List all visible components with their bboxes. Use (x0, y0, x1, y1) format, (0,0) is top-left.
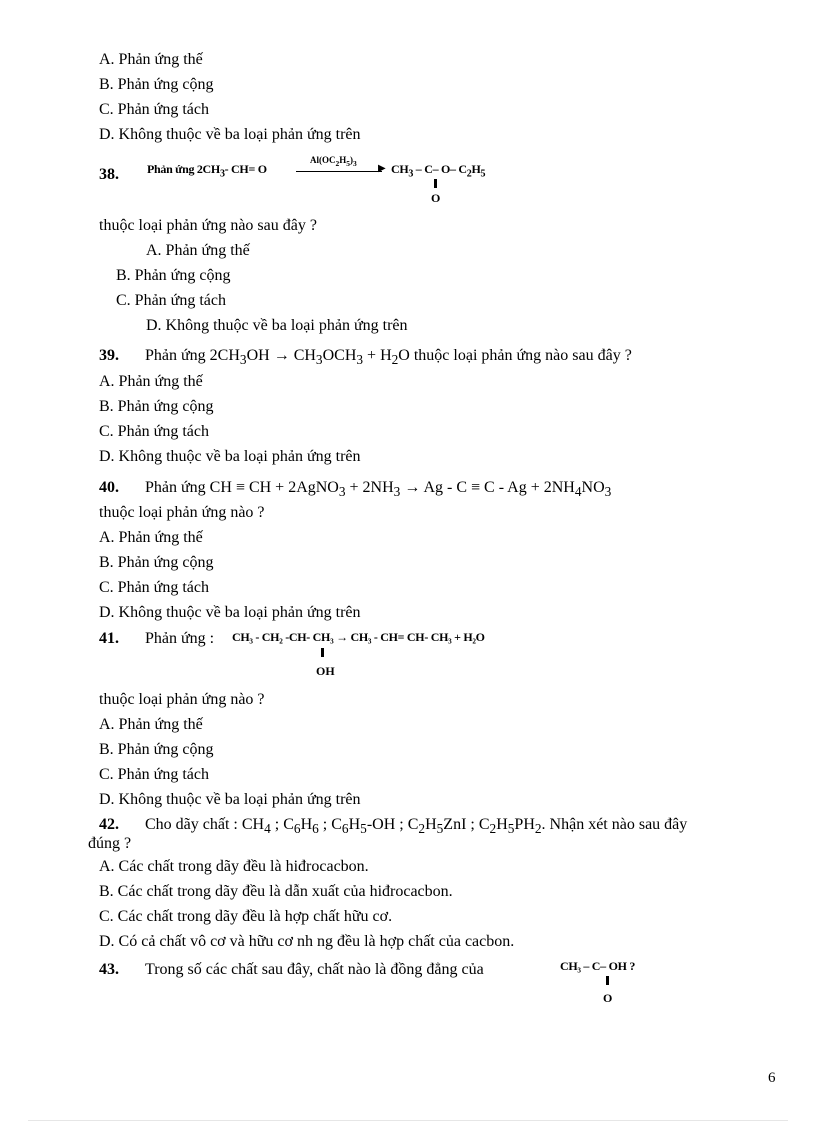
q41-option-d: D. Không thuộc về ba loại phản ứng trên (99, 791, 361, 808)
q39-option-d: D. Không thuộc về ba loại phản ứng trên (99, 448, 361, 465)
q39-option-a: A. Phản ứng thế (99, 373, 203, 390)
q39-stem: 39. Phản ứng $2CH_3OH \to CH_3OCH_3 + H_2O$ thuộc loại phản ứng nào sau đây ? (99, 347, 632, 368)
q38-oxygen: O (431, 191, 441, 205)
q38-arrow-line (296, 171, 382, 172)
q38-catalyst: $Al(OC_2H_5)_3$ (310, 155, 357, 168)
q38-number: 38. (99, 166, 119, 183)
q42-option-c: C. Các chất trong dãy đều là hợp chất hữu cơ. (99, 908, 393, 925)
q41-formula: CH₃ - CH₂ -CH- CH₃ → CH₃ - CH= CH- CH₃ + H₂O (232, 630, 485, 644)
q40-option-b: B. Phản ứng cộng (99, 554, 214, 571)
q38-option-a: A. Phản ứng thế (146, 242, 250, 259)
footer-rule (28, 1120, 788, 1121)
q42-option-a: A. Các chất trong dãy đều là hiđrocacbon. (99, 858, 369, 875)
q37-option-a: A. Phản ứng thế (99, 51, 203, 68)
q42-option-b: B. Các chất trong dãy đều là dẫn xuất của hiđrocacbon. (99, 883, 453, 900)
q43-stem: 43. Trong số các chất sau đây, chất nào là đồng đẳng của (99, 961, 484, 978)
q38-option-d: D. Không thuộc về ba loại phản ứng trên (146, 317, 408, 334)
q43-oxygen: O (603, 991, 613, 1005)
q37-option-c: C. Phản ứng tách (99, 101, 209, 118)
q41-bond (321, 648, 324, 657)
q41-option-b: B. Phản ứng cộng (99, 741, 214, 758)
q42-option-d: D. Có cả chất vô cơ và hữu cơ nh ng đều là hợp chất của cacbon. (99, 933, 515, 950)
q39-option-c: C. Phản ứng tách (99, 423, 209, 440)
q38-tail: thuộc loại phản ứng nào sau đây ? (99, 217, 317, 234)
page-number: 6 (768, 1070, 776, 1086)
q38-double-bond (434, 179, 437, 188)
arrow-icon: → (404, 479, 421, 496)
q41-stem: 41. Phản ứng : (99, 630, 215, 647)
q40-stem: 40. Phản ứng CH ≡ CH + 2AgNO$_3$ + $2NH_3 \to Ag - C \equiv C - Ag + 2NH_4NO_3$ (99, 479, 612, 500)
q41-hydroxyl: OH (316, 664, 335, 678)
q38-arrow-head: ▶ (378, 163, 386, 174)
q37-option-b: B. Phản ứng cộng (99, 76, 214, 93)
q42-stem-line2: đúng ? (88, 835, 132, 852)
q40-option-d: D. Không thuộc về ba loại phản ứng trên (99, 604, 361, 621)
q41-option-c: C. Phản ứng tách (99, 766, 209, 783)
q43-double-bond (606, 976, 609, 985)
q42-stem: 42. Cho dãy chất : $CH_4$ ; $C_6H_6$ ; $C_6H_5-OH$ ; $C_2H_5ZnI$ ; $C_2H_5PH_2$. Nhận xét nào sau đây (99, 816, 688, 837)
q40-option-c: C. Phản ứng tách (99, 579, 209, 596)
q38-reactant: Phản ứng $2CH_3-$ CH= O (147, 162, 267, 180)
q43-formula: CH₃ – C– OH ? (560, 959, 636, 973)
q41-tail: thuộc loại phản ứng nào ? (99, 691, 265, 708)
q38-product: $CH_3 - C-$ O– $C_2H_5$ (391, 162, 486, 180)
q38-option-c: C. Phản ứng tách (116, 292, 226, 309)
q41-option-a: A. Phản ứng thế (99, 716, 203, 733)
arrow-icon: → (273, 347, 290, 364)
q37-option-d: D. Không thuộc về ba loại phản ứng trên (99, 126, 361, 143)
q38-option-b: B. Phản ứng cộng (116, 267, 231, 284)
q39-option-b: B. Phản ứng cộng (99, 398, 214, 415)
q40-option-a: A. Phản ứng thế (99, 529, 203, 546)
q40-tail: thuộc loại phản ứng nào ? (99, 504, 265, 521)
